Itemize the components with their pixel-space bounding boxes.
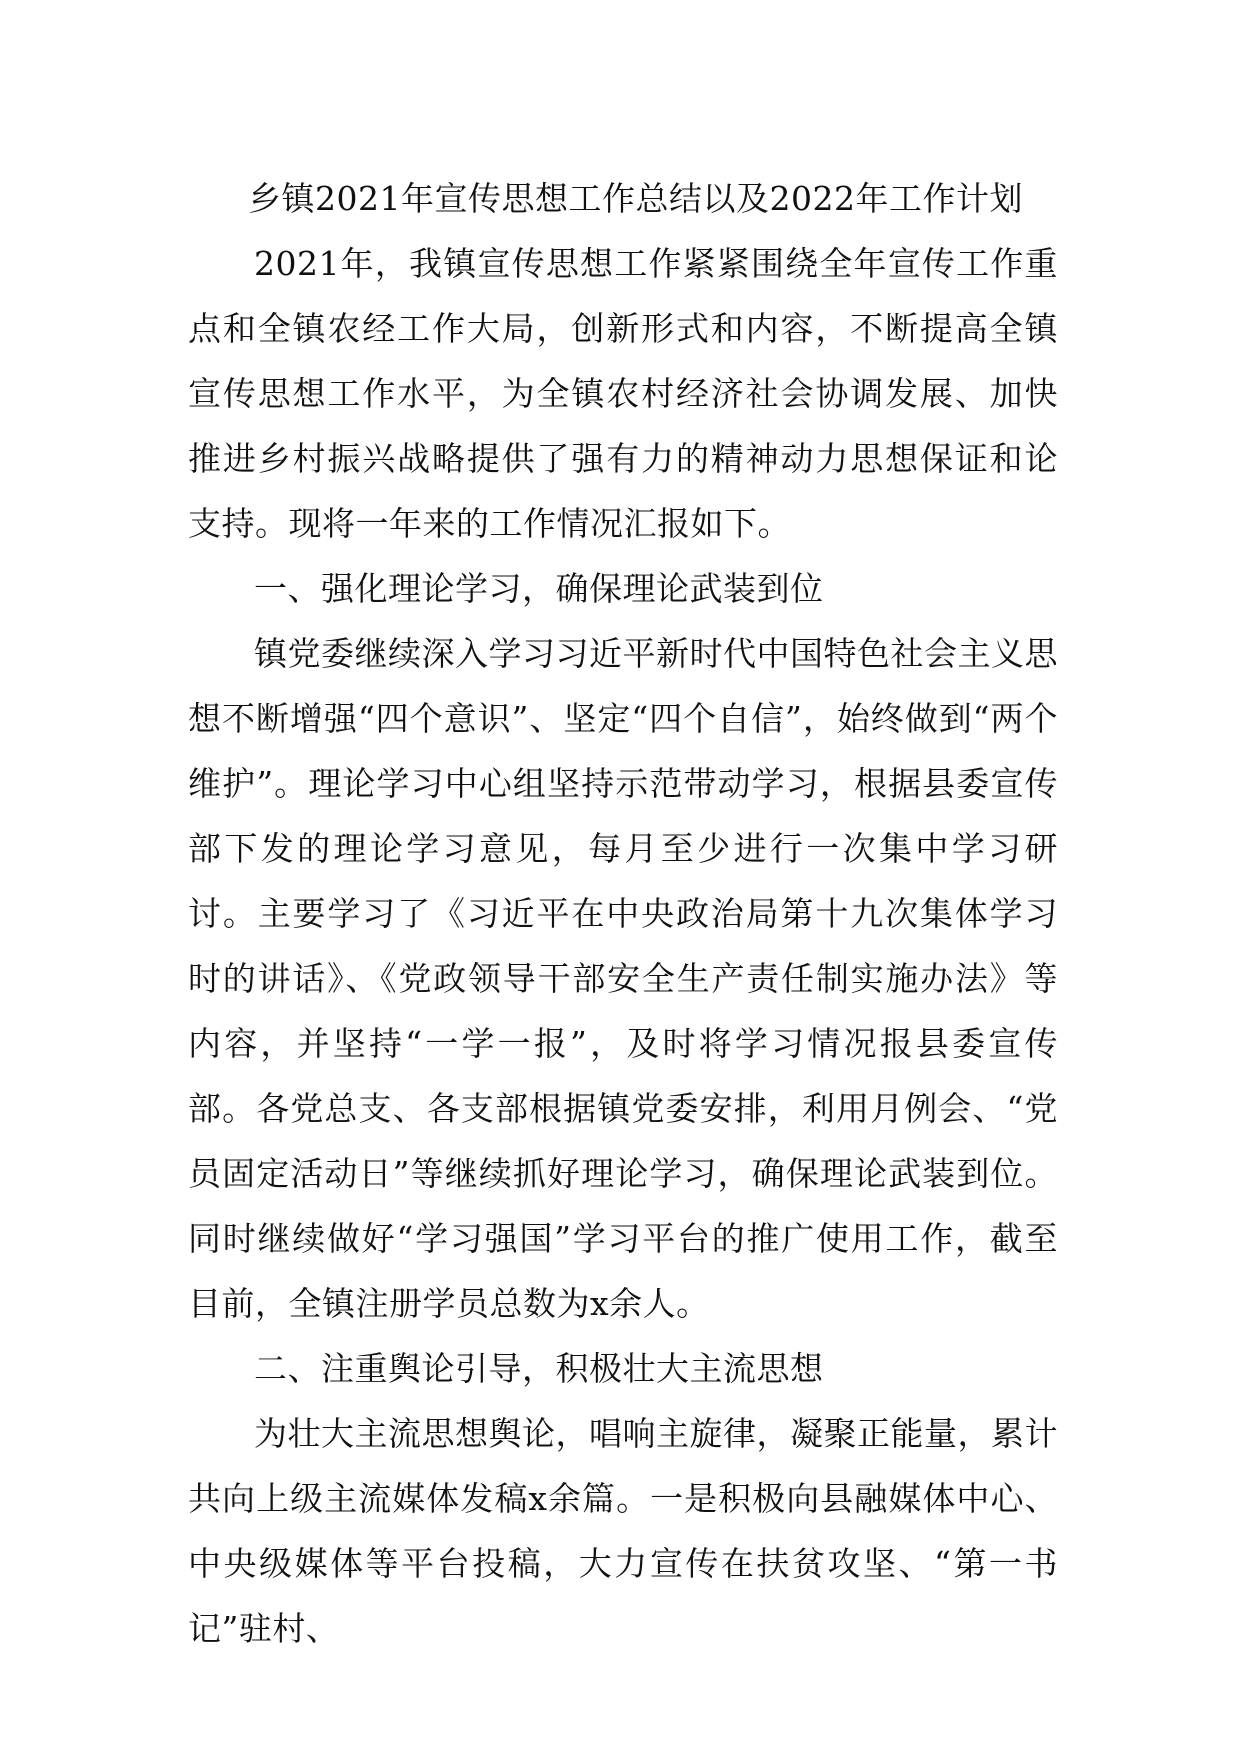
section-heading-1: 一、强化理论学习，确保理论武装到位 — [254, 569, 824, 608]
section-1-paragraph: 镇党委继续深入学习习近平新时代中国特色社会主义思想不断增强“四个意识”、坚定“四个自信”，始终做到“两个维护”。理论学习中心组坚持示范带动学习，根据县委宣传部下发的理论学习意见，每月至少进行一次集中学习研讨。主要学习了《习近平在中央政治局第十九次集体学习时的讲话》、《党政领导干部安全生产责任制实施办法》等内容，并坚持“一学一报”，及时将学习情况报县委宣传部。各党总支、各支部根据镇党委安排，利用月例会、“党员固定活动日”等继续抓好理论学习，确保理论武装到位。同时继续做好“学习强国”学习平台的推广使用工作，截至目前，全镇注册学员总数为x余人。 — [188, 634, 1058, 1323]
section-heading-2: 二、注重舆论引导，积极壮大主流思想 — [254, 1349, 824, 1388]
intro-paragraph: 2021年，我镇宣传思想工作紧紧围绕全年宣传工作重点和全镇农经工作大局，创新形式和内容，不断提高全镇宣传思想工作水平，为全镇农村经济社会协调发展、加快推进乡村振兴战略提供了强有力的精神动力思想保证和论支持。现将一年来的工作情况汇报如下。 — [188, 244, 1058, 543]
document-body — [188, 166, 1058, 1661]
document-title: 乡镇2021年宣传思想工作总结以及2022年工作计划 — [248, 179, 1023, 218]
section-2-paragraph: 为壮大主流思想舆论，唱响主旋律，凝聚正能量，累计共向上级主流媒体发稿x余篇。一是积极向县融媒体中心、中央级媒体等平台投稿，大力宣传在扶贫攻坚、“第一书记”驻村、 — [188, 1414, 1058, 1648]
